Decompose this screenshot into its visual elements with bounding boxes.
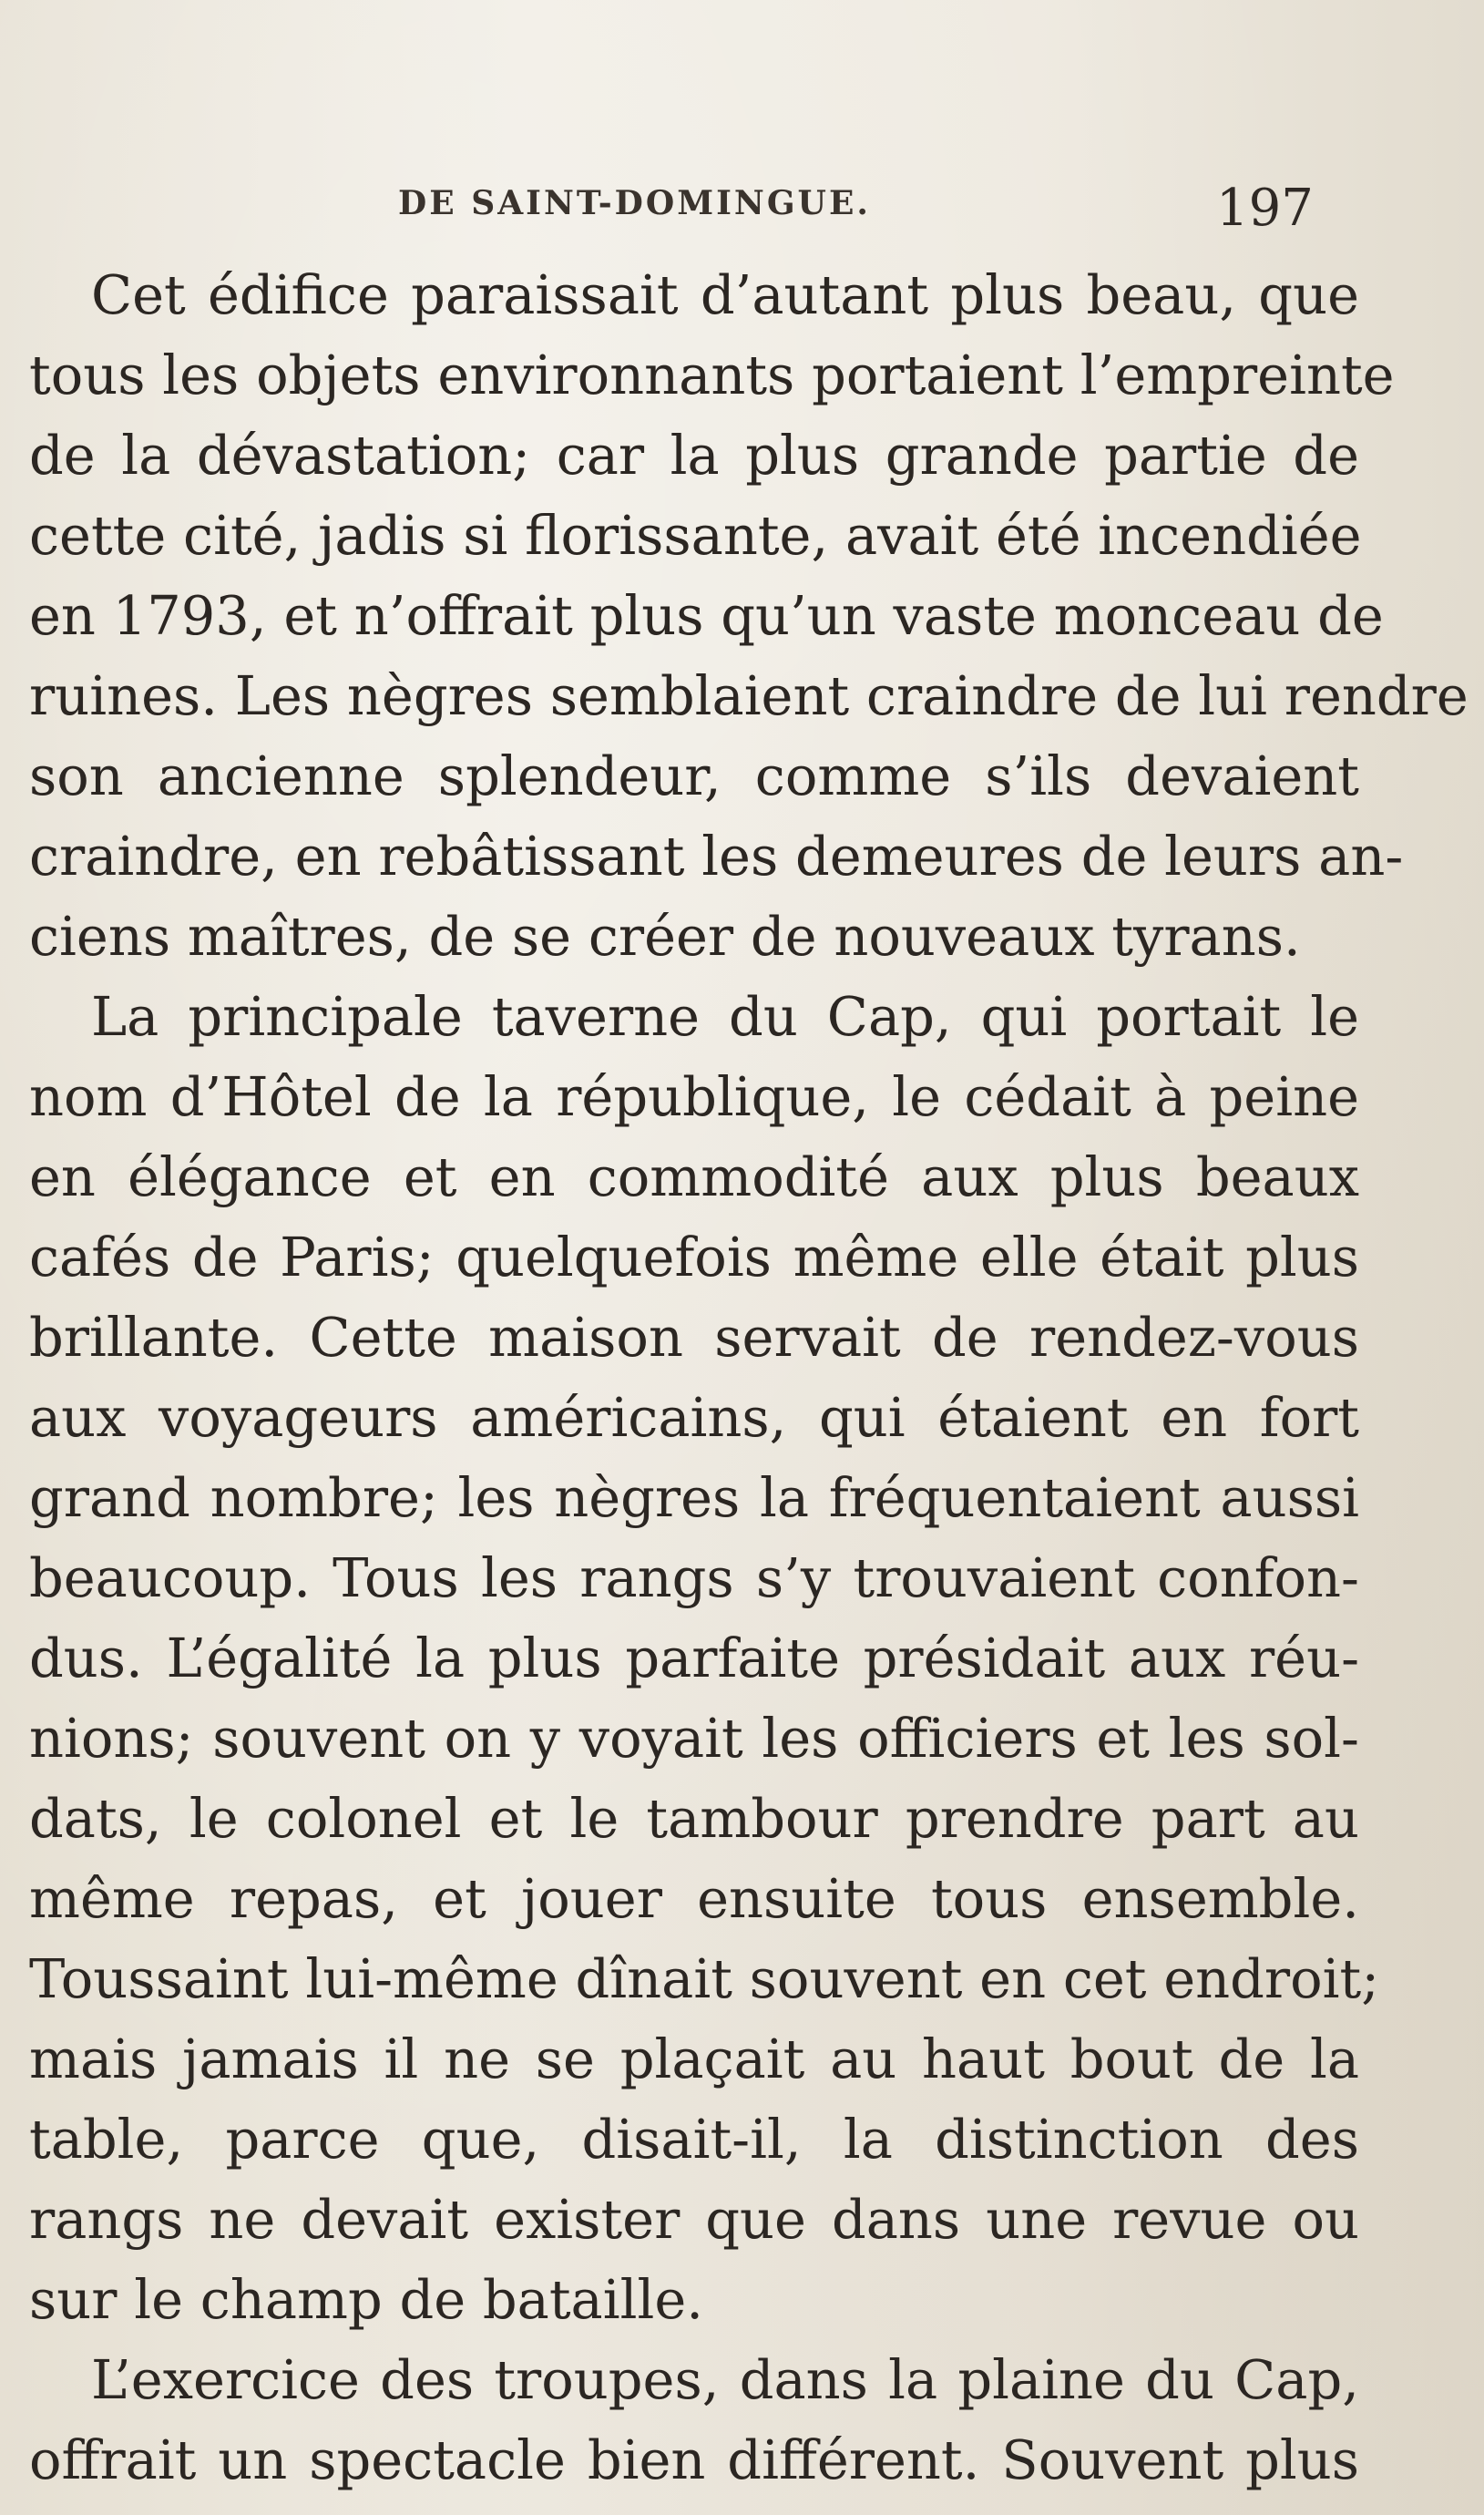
text-line: beaucoup. Tous les rangs s’y trouvaient confon- xyxy=(29,1546,1359,1609)
text-line: offrait un spectacle bien différent. Souvent plus xyxy=(29,2428,1359,2491)
text-line: son ancienne splendeur, comme s’ils devaient xyxy=(29,744,1359,807)
text-line: Cet édifice paraissait d’autant plus beau, que xyxy=(91,263,1359,326)
paragraph-1 xyxy=(29,255,1469,977)
text-line: même repas, et jouer ensuite tous ensemble. xyxy=(29,1867,1359,1930)
text-line: dus. L’égalité la plus parfaite présidait aux réu- xyxy=(29,1627,1359,1689)
text-line: mais jamais il ne se plaçait au haut bout de la xyxy=(29,2027,1359,2090)
paragraph-2 xyxy=(29,977,1380,2340)
text-line: table, parce que, disait-il, la distinction des xyxy=(29,2108,1359,2171)
text-line: cette cité, jadis si florissante, avait été incendiée xyxy=(29,504,1362,567)
running-head: DE SAINT-DOMINGUE. xyxy=(398,184,871,222)
paragraph-3 xyxy=(29,2340,1359,2500)
text-line: de la dévastation; car la plus grande partie de xyxy=(29,424,1359,487)
page-number: 197 xyxy=(1216,179,1314,238)
text-line: L’exercice des troupes, dans la plaine du Cap, xyxy=(91,2348,1359,2411)
text-line: nom d’Hôtel de la république, le cédait à peine xyxy=(29,1065,1359,1128)
text-line: La principale taverne du Cap, qui portait le xyxy=(91,985,1359,1048)
page-header xyxy=(0,179,1484,242)
text-line: tous les objets environnants portaient l’empreinte xyxy=(29,344,1395,406)
text-line: rangs ne devait exister que dans une revue ou xyxy=(29,2188,1359,2251)
text-line: Toussaint lui-même dînait souvent en cet endroit; xyxy=(29,1947,1380,2010)
text-line: craindre, en rebâtissant les demeures de leurs an- xyxy=(29,825,1404,888)
text-line: en 1793, et n’offrait plus qu’un vaste monceau de xyxy=(29,584,1384,647)
text-line: ruines. Les nègres semblaient craindre de lui rendre xyxy=(29,664,1469,727)
text-line: ciens maîtres, de se créer de nouveaux tyrans. xyxy=(29,905,1301,968)
text-line: grand nombre; les nègres la fréquentaient aussi xyxy=(29,1466,1359,1529)
text-line: brillante. Cette maison servait de rendez-vous xyxy=(29,1306,1359,1369)
text-line: dats, le colonel et le tambour prendre part au xyxy=(29,1787,1359,1850)
text-line: en élégance et en commodité aux plus beaux xyxy=(29,1145,1359,1208)
body-text xyxy=(29,255,1469,2500)
text-line: aux voyageurs américains, qui étaient en fort xyxy=(29,1386,1359,1449)
text-line: nions; souvent on y voyait les officiers et les sol- xyxy=(29,1707,1359,1770)
text-line: sur le champ de bataille. xyxy=(29,2268,704,2331)
text-line: cafés de Paris; quelquefois même elle était plus xyxy=(29,1226,1359,1288)
